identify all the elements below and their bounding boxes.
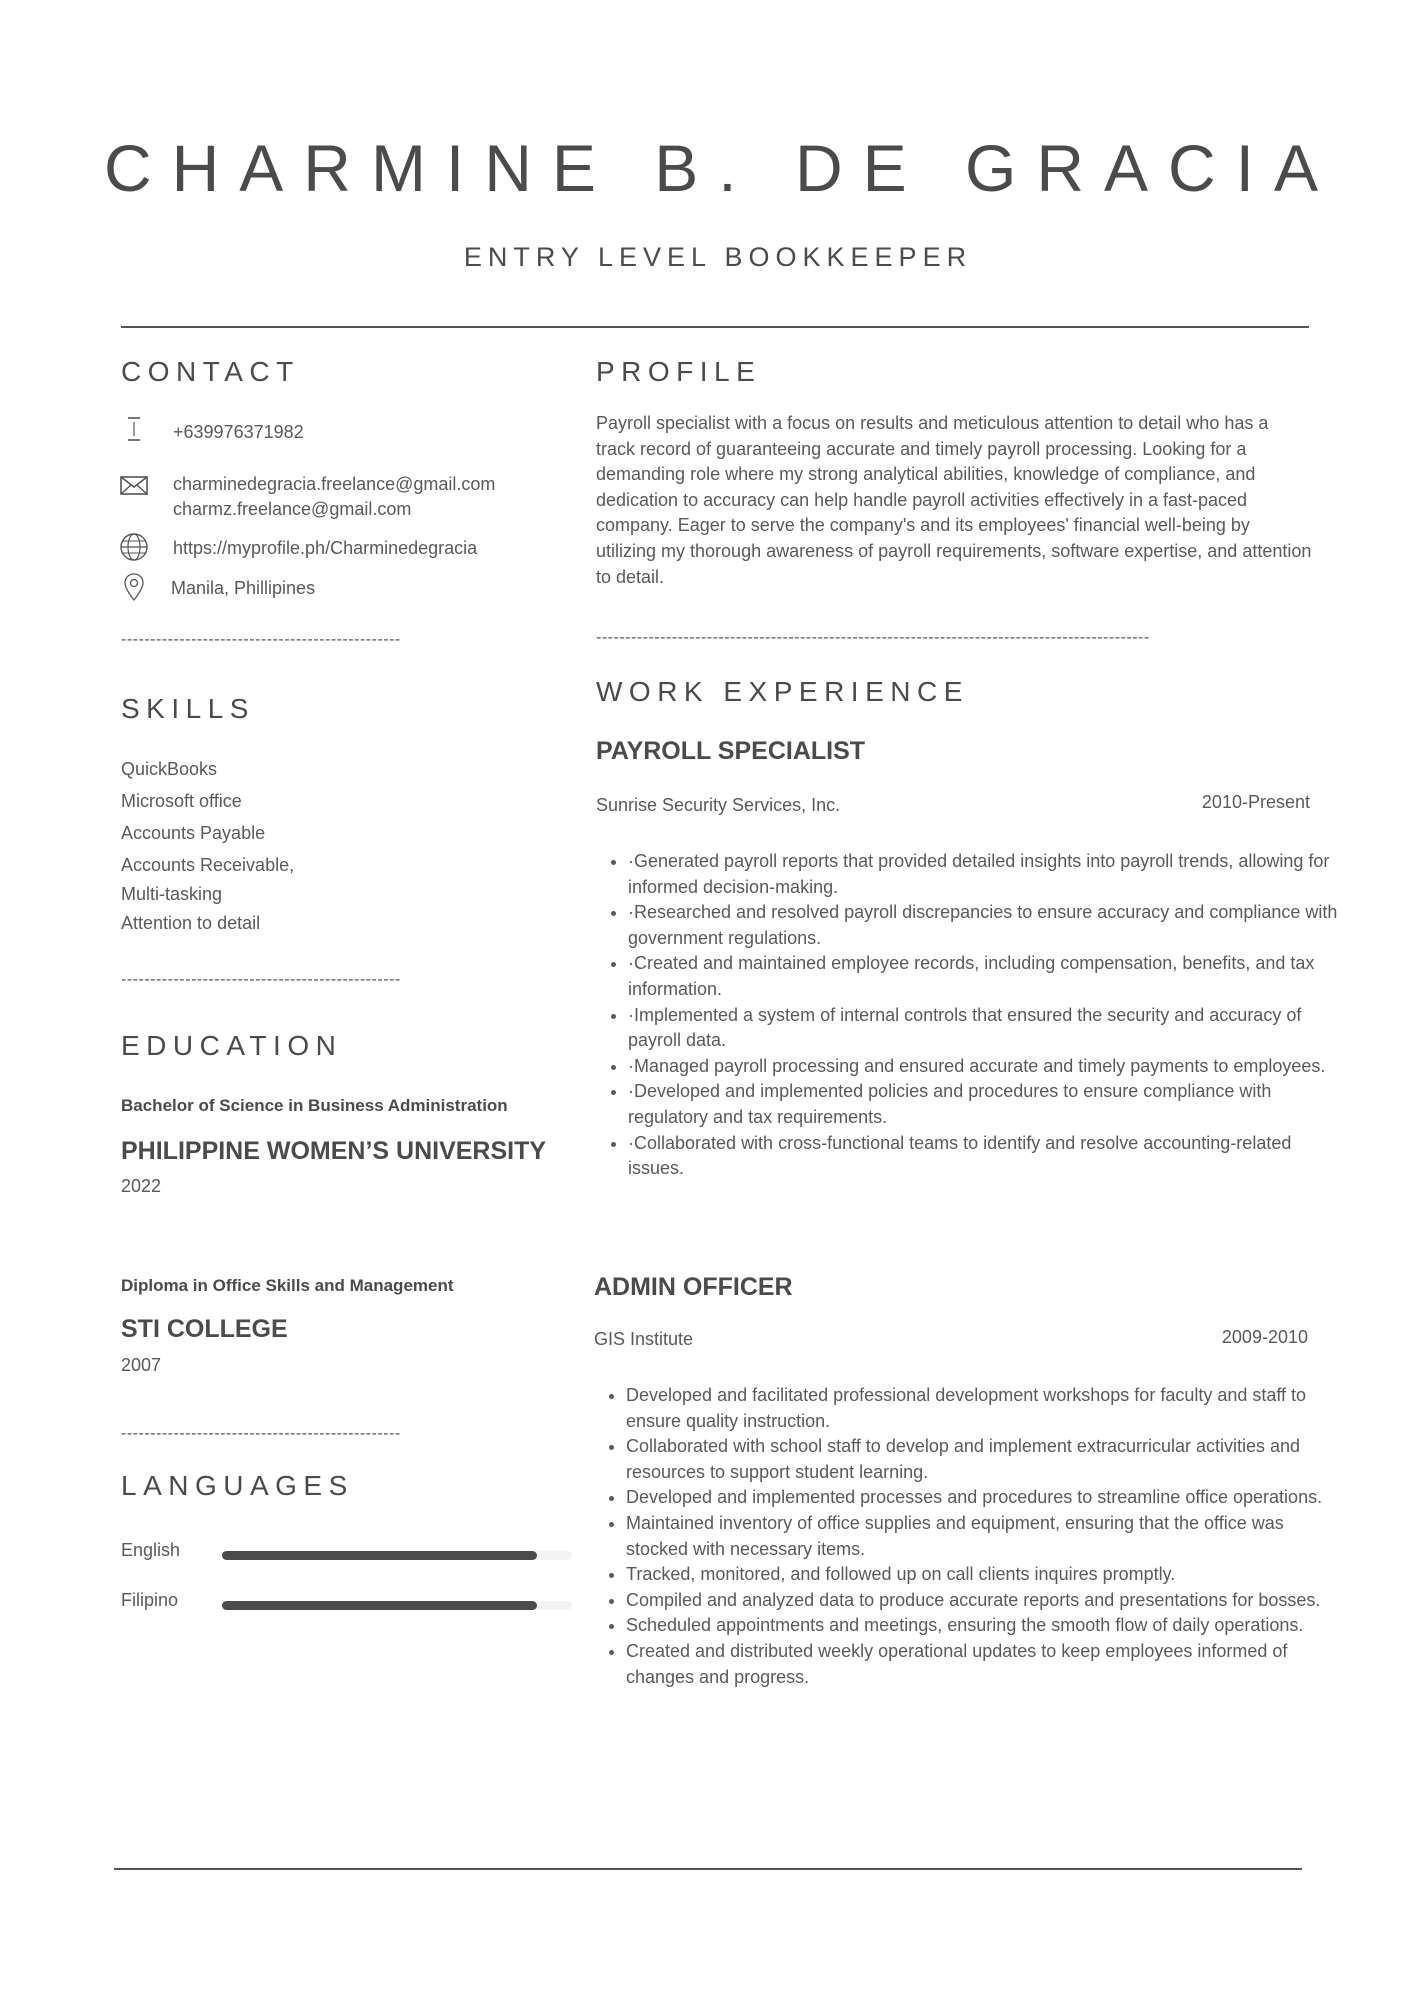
candidate-name: CHARMINE B. DE GRACIA [103, 131, 1339, 205]
job-title: ENTRY LEVEL BOOKKEEPER [463, 242, 973, 272]
skill-item: Attention to detail [121, 913, 261, 933]
education-school: STI COLLEGE [121, 1315, 288, 1343]
list-item: • Created and distributed weekly operational updates to keep employees informed of changes and progress. [626, 1639, 1344, 1690]
contact-website[interactable]: https://myprofile.ph/Charminedegracia [173, 538, 478, 558]
job-bullets [596, 849, 1344, 1182]
job-company: Sunrise Security Services, Inc. [596, 795, 841, 815]
education-degree: Diploma in Office Skills and Management [121, 1276, 454, 1295]
education-year: 2007 [121, 1355, 162, 1375]
education-year: 2022 [121, 1176, 162, 1196]
work-experience-heading: WORK EXPERIENCE [596, 676, 969, 707]
education-heading: EDUCATION [121, 1030, 343, 1061]
languages-heading: LANGUAGES [121, 1470, 354, 1501]
contact-location: Manila, Phillipines [171, 578, 316, 598]
mail-icon [118, 469, 150, 501]
list-item: • Compiled and analyzed data to produce accurate reports and presentations for bosses. [626, 1588, 1344, 1614]
list-item: • ·Researched and resolved payroll discrepancies to ensure accuracy and compliance with government regulations. [628, 900, 1344, 951]
language-level-bar [222, 1551, 572, 1560]
list-item: • Maintained inventory of office supplies and equipment, ensuring that the office was stocked with necessary items. [626, 1511, 1344, 1562]
list-item: • Collaborated with school staff to develop and implement extracurricular activities and resources to support student learning. [626, 1434, 1344, 1485]
language-name: English [121, 1540, 181, 1560]
list-item: • Developed and facilitated professional development workshops for faculty and staff to ensure quality instruction. [626, 1383, 1344, 1434]
education-divider: ------------------------------------------------ [121, 1425, 401, 1442]
skill-item: Accounts Receivable, [121, 855, 295, 875]
education-degree: Bachelor of Science in Business Administration [121, 1096, 508, 1115]
job-dates: 2009-2010 [1221, 1327, 1308, 1347]
list-item: • ·Implemented a system of internal controls that ensured the security and accuracy of payroll data. [628, 1003, 1344, 1054]
contact-phone[interactable]: +639976371982 [173, 422, 304, 442]
language-level-fill [222, 1601, 537, 1610]
job-title: ADMIN OFFICER [594, 1273, 793, 1301]
list-item: • Tracked, monitored, and followed up on call clients inquires promptly. [626, 1562, 1344, 1588]
skill-item: QuickBooks [121, 759, 218, 779]
footer-divider [114, 1868, 1302, 1870]
phone-icon [118, 413, 150, 445]
skills-heading: SKILLS [121, 693, 255, 724]
job-bullets [594, 1383, 1344, 1690]
job-title: PAYROLL SPECIALIST [596, 737, 866, 765]
job-dates: 2010-Present [1201, 792, 1310, 812]
list-item: • Scheduled appointments and meetings, ensuring the smooth flow of daily operations. [626, 1613, 1344, 1639]
globe-icon [118, 531, 150, 563]
education-school: PHILIPPINE WOMEN’S UNIVERSITY [121, 1137, 547, 1165]
profile-heading: PROFILE [596, 356, 762, 387]
language-level-fill [222, 1551, 537, 1560]
profile-text: Payroll specialist with a focus on results and meticulous attention to detail who has a track record of guaranteeing accurate and timely payroll processing. Looking for a demanding role where my strong analytical abilities, knowledge of compliance, and dedication to accuracy can help handle payroll activities effectively in a fast-paced company. Eager to serve the company's and its employees' financial well-being by utilizing my thorough awareness of payroll requirements, software expertise, and attention to detail. [596, 413, 1312, 587]
language-level-bar [222, 1601, 572, 1610]
contact-email-2[interactable]: charmz.freelance@gmail.com [173, 499, 412, 519]
skill-item: Microsoft office [121, 791, 242, 811]
job-company: GIS Institute [594, 1329, 694, 1349]
contact-divider: ------------------------------------------------ [121, 631, 401, 648]
profile-divider: ----------------------------------------------------------------------------------------------- [596, 629, 1150, 646]
list-item: • ·Created and maintained employee records, including compensation, benefits, and tax information. [628, 951, 1344, 1002]
location-pin-icon [118, 571, 150, 603]
header-divider [121, 326, 1309, 328]
skills-divider: ------------------------------------------------ [121, 971, 401, 988]
language-name: Filipino [121, 1590, 179, 1610]
list-item: • ·Managed payroll processing and ensured accurate and timely payments to employees. [628, 1054, 1344, 1080]
list-item: • ·Generated payroll reports that provided detailed insights into payroll trends, allowing for informed decision-making. [628, 849, 1344, 900]
skill-item: Accounts Payable [121, 823, 266, 843]
contact-email-1[interactable]: charminedegracia.freelance@gmail.com [173, 474, 496, 494]
list-item: • ·Collaborated with cross-functional teams to identify and resolve accounting-related issues. [628, 1131, 1344, 1182]
list-item: • Developed and implemented processes and procedures to streamline office operations. [626, 1485, 1344, 1511]
skill-item: Multi-tasking [121, 884, 223, 904]
contact-heading: CONTACT [121, 356, 300, 387]
list-item: • ·Developed and implemented policies and procedures to ensure compliance with regulatory and tax requirements. [628, 1079, 1344, 1130]
